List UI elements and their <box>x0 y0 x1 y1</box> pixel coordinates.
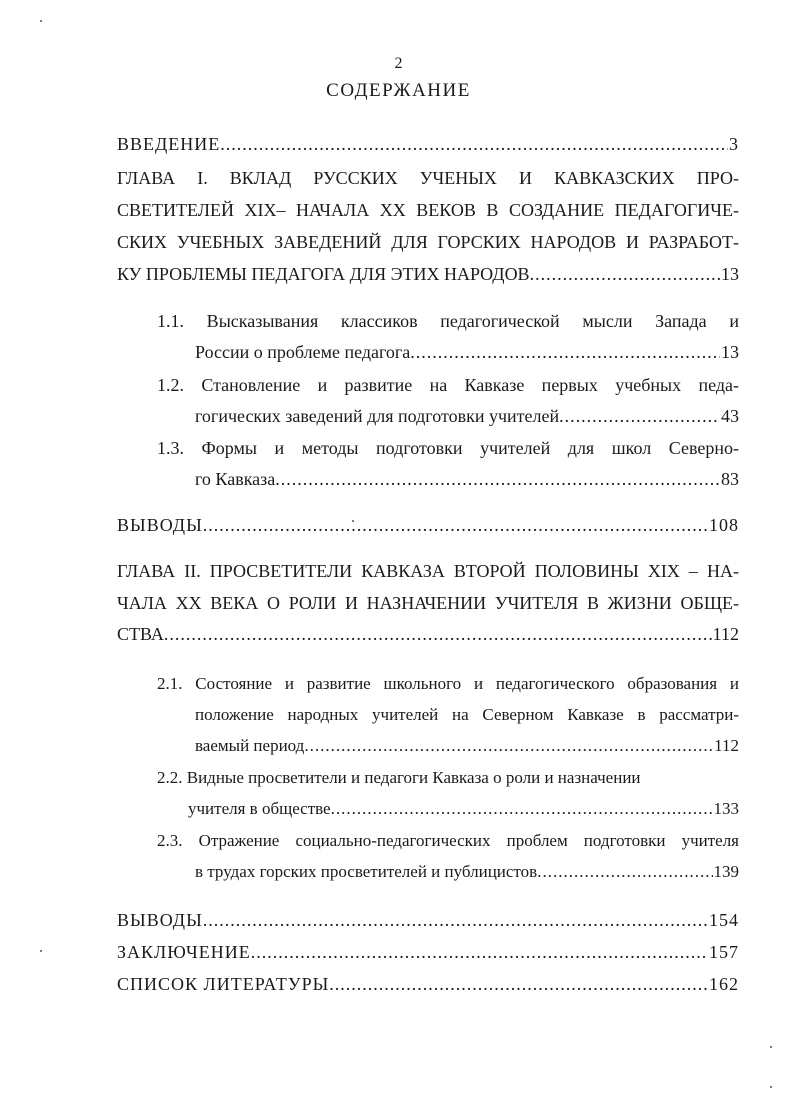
section-2-1-line2: положение народных учителей на Северном Кавказе в рассматри- <box>195 705 739 724</box>
chapter1-title-line: ГЛАВА I. ВКЛАД РУССКИХ УЧЕНЫХ И КАВКАЗСКИХ ПРО- <box>117 168 739 188</box>
chapter1-conclusions-page: 108 <box>709 515 739 535</box>
toc-chapter1-conclusions: ВЫВОДЫ ..... 108 <box>117 513 739 537</box>
section-2-3-line1: 2.3. Отражение социально-педагогических проблем подготовки учителя <box>157 831 739 850</box>
chapter1-page: 13 <box>721 264 739 284</box>
chapter2-title-line: ЧАЛА XX ВЕКА О РОЛИ И НАЗНАЧЕНИИ УЧИТЕЛЯ В ЖИЗНИ ОБЩЕ- <box>117 593 739 613</box>
section-2-2-line2: учителя в обществе ..... 133 <box>188 797 739 821</box>
scan-speck <box>770 1046 772 1048</box>
toc-intro <box>117 132 739 156</box>
toc-intro-page: 3 <box>729 134 739 154</box>
chapter2-page: 112 <box>712 624 739 644</box>
section-2-3-page: 139 <box>713 862 739 881</box>
section-2-3-line2: в трудах горских просветителей и публицистов ..... 139 <box>195 860 739 884</box>
chapter2-title-last: СТВА ..... 112 <box>117 622 739 646</box>
section-1-1-page: 13 <box>721 342 739 362</box>
section-1-3-page: 83 <box>721 469 739 489</box>
chapter1-title-last: КУ ПРОБЛЕМЫ ПЕДАГОГА ДЛЯ ЭТИХ НАРОДОВ ..... 13 <box>117 262 739 286</box>
chapter1-title-line: СВЕТИТЕЛЕЙ XIX– НАЧАЛА XX ВЕКОВ В СОЗДАНИЕ ПЕДАГОГИЧЕ- <box>117 200 739 220</box>
section-1-3-line1: 1.3. Формы и методы подготовки учителей для школ Северно- <box>157 438 739 458</box>
conclusion-page: 157 <box>709 942 739 962</box>
section-1-1-line1: 1.1. Высказывания классиков педагогической мысли Запада и <box>157 311 739 331</box>
section-1-2-line1: 1.2. Становление и развитие на Кавказе первых учебных педа- <box>157 375 739 395</box>
toc-conclusion: ЗАКЛЮЧЕНИЕ ..... 157 <box>117 940 739 964</box>
section-2-2-line1: 2.2. Видные просветители и педагоги Кавказа о роли и назначении <box>157 768 641 787</box>
scan-speck <box>352 520 354 522</box>
section-2-1-line1: 2.1. Состояние и развитие школьного и педагогического образования и <box>157 674 739 693</box>
section-2-1-page: 112 <box>714 736 739 755</box>
chapter2-conclusions-page: 154 <box>709 910 739 930</box>
scan-speck <box>770 1086 772 1088</box>
section-2-2-page: 133 <box>713 799 739 818</box>
chapter2-title-line: ГЛАВА II. ПРОСВЕТИТЕЛИ КАВКАЗА ВТОРОЙ ПОЛОВИНЫ XIX – НА- <box>117 561 739 581</box>
page-number: 2 <box>394 55 403 72</box>
section-1-3-line2: го Кавказа ..... 83 <box>195 467 739 491</box>
bibliography-page: 162 <box>709 974 739 994</box>
scan-speck <box>40 20 42 22</box>
section-1-1-line2: России о проблеме педагога ..... 13 <box>195 340 739 364</box>
toc-intro-label: ВВЕДЕНИЕ <box>117 134 221 154</box>
chapter1-title-line: СКИХ УЧЕБНЫХ ЗАВЕДЕНИЙ ДЛЯ ГОРСКИХ НАРОДОВ И РАЗРАБОТ- <box>117 232 739 252</box>
toc-bibliography: СПИСОК ЛИТЕРАТУРЫ ..... 162 <box>117 972 739 996</box>
toc-chapter2-conclusions: ВЫВОДЫ ..... 154 <box>117 908 739 932</box>
page-title: СОДЕРЖАНИЕ <box>326 80 471 101</box>
scan-speck <box>40 950 42 952</box>
section-1-2-page: 43 <box>721 406 739 426</box>
section-1-2-line2: гогических заведений для подготовки учителей ..... 43 <box>195 404 739 428</box>
section-2-1-line3: ваемый период ..... 112 <box>195 734 739 758</box>
